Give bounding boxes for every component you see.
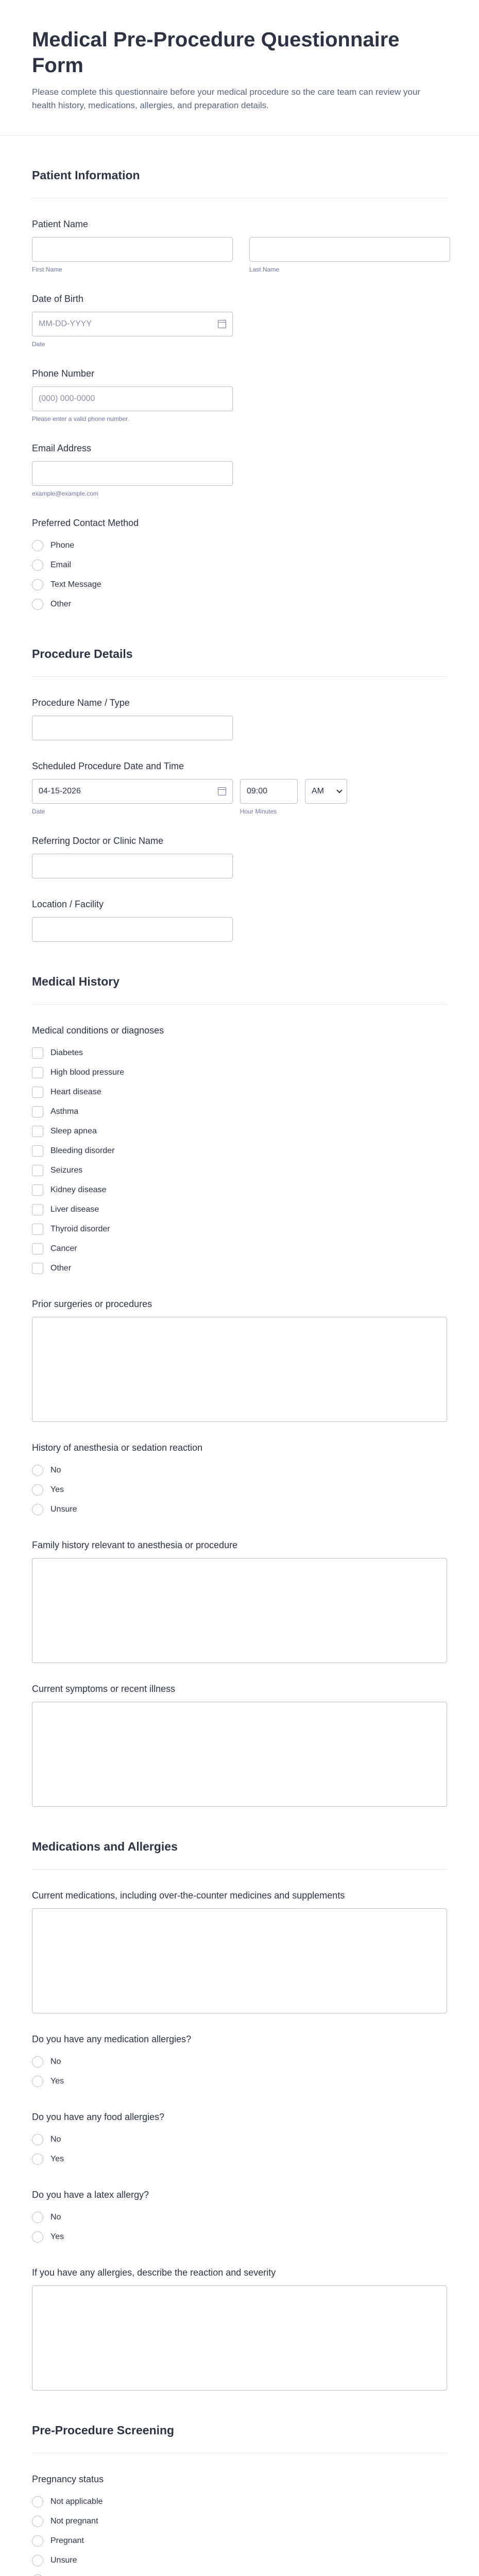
checkbox-option[interactable] bbox=[32, 1161, 447, 1180]
checkbox-option[interactable] bbox=[32, 1200, 447, 1219]
field-label: Family history relevant to anesthesia or procedure bbox=[32, 1540, 238, 1550]
section-header bbox=[32, 614, 447, 677]
checkbox-option[interactable] bbox=[32, 1239, 447, 1259]
field-label: Referring Doctor or Clinic Name bbox=[32, 836, 164, 846]
field-label: Do you have any food allergies? bbox=[32, 2112, 165, 2122]
radio-button[interactable] bbox=[32, 579, 43, 590]
checkbox[interactable] bbox=[32, 1243, 43, 1255]
radio-button[interactable] bbox=[32, 2076, 43, 2087]
ampm-value: AM bbox=[312, 787, 324, 795]
field-phone-number bbox=[32, 368, 447, 422]
radio-button[interactable] bbox=[32, 599, 43, 610]
form-title: Medical Pre-Procedure Questionnaire Form bbox=[32, 28, 400, 77]
radio-option[interactable] bbox=[32, 2551, 447, 2570]
last-name-sublabel: Last Name bbox=[249, 266, 280, 273]
section-header bbox=[32, 2391, 447, 2453]
field-label: Pregnancy status bbox=[32, 2474, 104, 2484]
section-title: Medical History bbox=[32, 975, 119, 988]
section-title: Procedure Details bbox=[32, 647, 133, 660]
checkbox[interactable] bbox=[32, 1047, 43, 1059]
section-header bbox=[32, 1807, 447, 1870]
first-name-input[interactable] bbox=[32, 237, 233, 262]
field-preferred-contact bbox=[32, 518, 447, 614]
field-latex-allergy bbox=[32, 2190, 447, 2247]
checkbox[interactable] bbox=[32, 1184, 43, 1196]
option-label: No bbox=[50, 2135, 61, 2144]
dob-placeholder: MM-DD-YYYY bbox=[39, 319, 92, 328]
radio-option[interactable] bbox=[32, 555, 447, 575]
field-location bbox=[32, 899, 447, 942]
section-patient-information bbox=[0, 135, 479, 614]
radio-button[interactable] bbox=[32, 1484, 43, 1496]
field-procedure-name bbox=[32, 698, 447, 740]
field-label: Preferred Contact Method bbox=[32, 518, 139, 528]
field-medical-conditions bbox=[32, 1025, 447, 1278]
checkbox[interactable] bbox=[32, 1204, 43, 1215]
procedure-date-value: 04-15-2026 bbox=[39, 787, 81, 795]
checkbox[interactable] bbox=[32, 1145, 43, 1157]
field-label: Phone Number bbox=[32, 368, 95, 379]
current-medications-textarea[interactable] bbox=[32, 1908, 447, 2013]
checkbox[interactable] bbox=[32, 1126, 43, 1137]
field-label: Email Address bbox=[32, 443, 92, 453]
checkbox-option[interactable] bbox=[32, 1043, 447, 1063]
section-medical-history bbox=[0, 942, 479, 1807]
option-label: Phone bbox=[50, 541, 75, 550]
radio-option[interactable] bbox=[32, 1500, 447, 1519]
radio-option[interactable] bbox=[32, 2570, 447, 2576]
option-label: Text Message bbox=[50, 580, 101, 589]
field-label: Date of Birth bbox=[32, 294, 84, 304]
phone-hint: Please enter a valid phone number. bbox=[32, 415, 129, 422]
field-label: Location / Facility bbox=[32, 899, 104, 909]
radio-button[interactable] bbox=[32, 2056, 43, 2067]
option-label: Bleeding disorder bbox=[50, 1146, 115, 1155]
procedure-time-sublabel: Hour Minutes bbox=[240, 808, 277, 815]
field-pregnancy-status bbox=[32, 2474, 447, 2576]
radio-option[interactable] bbox=[32, 2531, 447, 2551]
radio-button[interactable] bbox=[32, 560, 43, 571]
radio-option[interactable] bbox=[32, 1480, 447, 1500]
field-food-allergies bbox=[32, 2112, 447, 2169]
radio-button[interactable] bbox=[32, 2154, 43, 2165]
section-title: Medications and Allergies bbox=[32, 1840, 178, 1853]
checkbox-option[interactable] bbox=[32, 1102, 447, 1122]
option-label: Unsure bbox=[50, 2556, 77, 2565]
section-pre-procedure-screening bbox=[0, 2391, 479, 2576]
checkbox[interactable] bbox=[32, 1087, 43, 1098]
field-medication-allergies bbox=[32, 2034, 447, 2091]
option-label: Yes bbox=[50, 2155, 64, 2163]
radio-button[interactable] bbox=[32, 1504, 43, 1515]
option-label: Thyroid disorder bbox=[50, 1225, 110, 1233]
radio-button[interactable] bbox=[32, 2555, 43, 2566]
section-header bbox=[32, 942, 447, 1005]
radio-button[interactable] bbox=[32, 2535, 43, 2547]
section-title: Pre-Procedure Screening bbox=[32, 2424, 175, 2437]
prior-surgeries-textarea[interactable] bbox=[32, 1317, 447, 1422]
field-referring-doctor bbox=[32, 836, 447, 878]
field-label: History of anesthesia or sedation reaction bbox=[32, 1443, 203, 1453]
option-label: High blood pressure bbox=[50, 1068, 125, 1077]
form-description: Please complete this questionnaire before your medical procedure so the care team can review your health history, medications, allergies, and preparation details. bbox=[32, 87, 421, 110]
checkbox-option[interactable] bbox=[32, 1180, 447, 1200]
radio-button[interactable] bbox=[32, 2134, 43, 2145]
option-label: Sleep apnea bbox=[50, 1127, 97, 1136]
allergy-reaction-textarea[interactable] bbox=[32, 2285, 447, 2391]
dob-input[interactable] bbox=[32, 312, 233, 336]
option-label: Yes bbox=[50, 2077, 64, 2086]
calendar-icon[interactable] bbox=[218, 787, 226, 795]
field-patient-name bbox=[32, 219, 447, 273]
radio-option[interactable] bbox=[32, 2208, 447, 2227]
section-header bbox=[32, 135, 447, 198]
option-label: Heart disease bbox=[50, 1088, 101, 1096]
option-label: Not pregnant bbox=[50, 2517, 98, 2526]
option-label: Asthma bbox=[50, 1107, 79, 1116]
field-prior-surgeries bbox=[32, 1299, 447, 1422]
phone-input[interactable] bbox=[32, 386, 233, 411]
option-label: No bbox=[50, 2213, 61, 2222]
checkbox[interactable] bbox=[32, 1106, 43, 1117]
option-label: Cancer bbox=[50, 1244, 77, 1253]
option-label: Not applicable bbox=[50, 2497, 103, 2506]
field-label: Do you have any medication allergies? bbox=[32, 2034, 192, 2044]
referring-doctor-input[interactable] bbox=[32, 854, 233, 878]
option-label: No bbox=[50, 2057, 61, 2066]
option-label: Pregnant bbox=[50, 2536, 84, 2545]
section-medications-allergies bbox=[0, 1807, 479, 2391]
checkbox-option[interactable] bbox=[32, 1122, 447, 1141]
field-allergy-reaction bbox=[32, 2267, 447, 2391]
radio-option[interactable] bbox=[32, 575, 447, 595]
form-header bbox=[0, 0, 479, 135]
procedure-date-sublabel: Date bbox=[32, 808, 45, 815]
checkbox-option[interactable] bbox=[32, 1259, 447, 1278]
field-anesthesia-reaction bbox=[32, 1443, 447, 1519]
field-label: Medical conditions or diagnoses bbox=[32, 1025, 164, 1036]
checkbox[interactable] bbox=[32, 1067, 43, 1078]
procedure-date-input[interactable] bbox=[32, 779, 233, 804]
field-label: Patient Name bbox=[32, 219, 89, 229]
option-label: Yes bbox=[50, 1485, 64, 1494]
field-current-medications bbox=[32, 1890, 447, 2013]
field-date-of-birth bbox=[32, 294, 447, 348]
checkbox[interactable] bbox=[32, 1263, 43, 1274]
procedure-name-input[interactable] bbox=[32, 716, 233, 740]
option-label: Other bbox=[50, 600, 72, 608]
field-current-symptoms bbox=[32, 1684, 447, 1807]
current-symptoms-textarea[interactable] bbox=[32, 1702, 447, 1807]
radio-option[interactable] bbox=[32, 536, 447, 555]
radio-option[interactable] bbox=[32, 595, 447, 614]
radio-button[interactable] bbox=[32, 2212, 43, 2223]
email-input[interactable] bbox=[32, 461, 233, 486]
email-hint: example@example.com bbox=[32, 490, 98, 497]
chevron-down-icon bbox=[336, 787, 342, 793]
field-email-address bbox=[32, 443, 447, 497]
radio-option[interactable] bbox=[32, 2130, 447, 2149]
radio-option[interactable] bbox=[32, 2227, 447, 2247]
ampm-select[interactable] bbox=[305, 779, 347, 804]
section-title: Patient Information bbox=[32, 168, 140, 182]
radio-button[interactable] bbox=[32, 2496, 43, 2507]
radio-button[interactable] bbox=[32, 2231, 43, 2243]
option-label: Other bbox=[50, 1264, 72, 1273]
field-label: Procedure Name / Type bbox=[32, 698, 130, 708]
field-label: Current symptoms or recent illness bbox=[32, 1684, 176, 1694]
field-label: Prior surgeries or procedures bbox=[32, 1299, 152, 1309]
last-name-input[interactable] bbox=[249, 237, 450, 262]
procedure-time-input[interactable] bbox=[240, 779, 298, 804]
dob-sublabel: Date bbox=[32, 341, 45, 348]
option-label: Yes bbox=[50, 2232, 64, 2241]
option-label: No bbox=[50, 1466, 61, 1475]
radio-button[interactable] bbox=[32, 1465, 43, 1476]
field-label: Current medications, including over-the-counter medicines and supplements bbox=[32, 1890, 345, 1901]
radio-option[interactable] bbox=[32, 2052, 447, 2072]
checkbox[interactable] bbox=[32, 1165, 43, 1176]
procedure-time-value: 09:00 bbox=[247, 787, 268, 795]
checkbox-option[interactable] bbox=[32, 1082, 447, 1102]
radio-option[interactable] bbox=[32, 2149, 447, 2169]
radio-option[interactable] bbox=[32, 2072, 447, 2091]
field-label: Do you have a latex allergy? bbox=[32, 2190, 149, 2200]
field-label: If you have any allergies, describe the reaction and severity bbox=[32, 2267, 276, 2278]
radio-option[interactable] bbox=[32, 1461, 447, 1480]
checkbox-option[interactable] bbox=[32, 1219, 447, 1239]
checkbox-option[interactable] bbox=[32, 1063, 447, 1082]
checkbox[interactable] bbox=[32, 1224, 43, 1235]
option-label: Seizures bbox=[50, 1166, 83, 1175]
location-input[interactable] bbox=[32, 917, 233, 942]
radio-option[interactable] bbox=[32, 2512, 447, 2531]
checkbox-option[interactable] bbox=[32, 1141, 447, 1161]
option-label: Diabetes bbox=[50, 1048, 83, 1057]
option-label: Unsure bbox=[50, 1505, 77, 1514]
field-procedure-datetime bbox=[32, 761, 447, 815]
calendar-icon[interactable] bbox=[218, 320, 226, 328]
field-family-history bbox=[32, 1540, 447, 1663]
section-procedure-details bbox=[0, 614, 479, 942]
option-label: Liver disease bbox=[50, 1205, 99, 1214]
option-label: Email bbox=[50, 561, 72, 569]
field-label: Scheduled Procedure Date and Time bbox=[32, 761, 184, 771]
family-history-textarea[interactable] bbox=[32, 1558, 447, 1663]
radio-option[interactable] bbox=[32, 2492, 447, 2512]
option-label: Kidney disease bbox=[50, 1185, 107, 1194]
first-name-sublabel: First Name bbox=[32, 266, 62, 273]
radio-button[interactable] bbox=[32, 2516, 43, 2527]
radio-button[interactable] bbox=[32, 540, 43, 551]
